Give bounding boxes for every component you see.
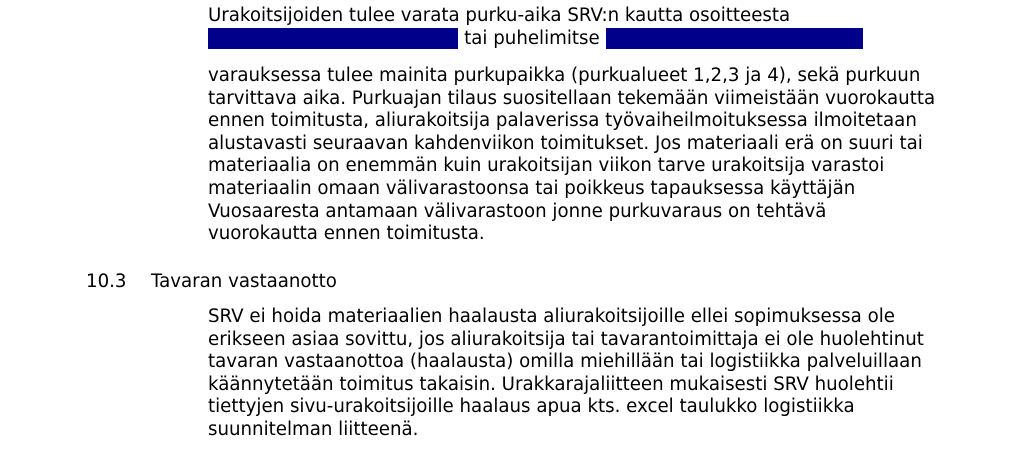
paragraph-line: Urakoitsijoiden tulee varata purku-aika SRV:n kautta osoitteesta: [208, 5, 791, 26]
paragraph-line: alustavasti seuraavan kahdenviikon toimitukset. Jos materiaali erä on suuri tai: [208, 132, 923, 154]
paragraph-line: tarvittava aika. Purkuajan tilaus suositellaan tekemään viimeistään vuorokautta: [208, 87, 936, 109]
section-title: Tavaran vastaanotto: [151, 271, 337, 292]
paragraph-line: erikseen asiaa sovittu, jos aliurakoitsija tai tavarantoimittaja ei ole huolehtinut: [208, 328, 924, 350]
paragraph-line: ennen toimitusta, aliurakoitsija palaverissa työvaiheilmoituksessa ilmoitetaan: [208, 110, 917, 132]
paragraph-line: materiaalin omaan välivarastoonsa tai poikkeus tapauksessa käyttäjän: [208, 177, 856, 199]
paragraph-line: suunnitelman liitteenä.: [208, 418, 419, 440]
paragraph-line: SRV ei hoida materiaalien haalausta aliurakoitsijoille ellei sopimuksessa ole: [208, 306, 895, 327]
redacted-contact: Pellinen Mikko 040-7539777: [605, 27, 863, 49]
paragraph-line: vuorokautta ennen toimitusta.: [208, 223, 485, 245]
booking-instructions-paragraph: [208, 5, 968, 50]
paragraph-line: [208, 28, 968, 51]
booking-details-paragraph: [208, 65, 968, 246]
paragraph-line: Vuosaaresta antamaan välivarastoon jonne purkuvaraus on tehtävä: [208, 200, 827, 222]
paragraph-line: varauksessa tulee mainita purkupaikka (purkualueet 1,2,3 ja 4), sekä purkuun: [208, 65, 921, 86]
redacted-email: logistiikka.citycenter@srv.fi: [208, 27, 459, 49]
paragraph-line: käännytetään toimitus takaisin. Urakkarajaliitteen mukaisesti SRV huolehtii: [208, 373, 894, 395]
paragraph-line: materiaalia on enemmän kuin urakoitsijan viikon tarve urakoitsija varastoi: [208, 155, 885, 177]
paragraph-line: tiettyjen sivu-urakoitsijoille haalaus apua kts. excel taulukko logistiikka: [208, 396, 855, 418]
goods-receipt-paragraph: [208, 306, 968, 442]
paragraph-line: tavaran vastaanottoa (haalausta) omilla miehillään tai logistiikka palveluillaan: [208, 351, 922, 373]
section-number: 10.3: [86, 271, 127, 292]
inline-text: tai puhelimitse: [458, 27, 606, 49]
